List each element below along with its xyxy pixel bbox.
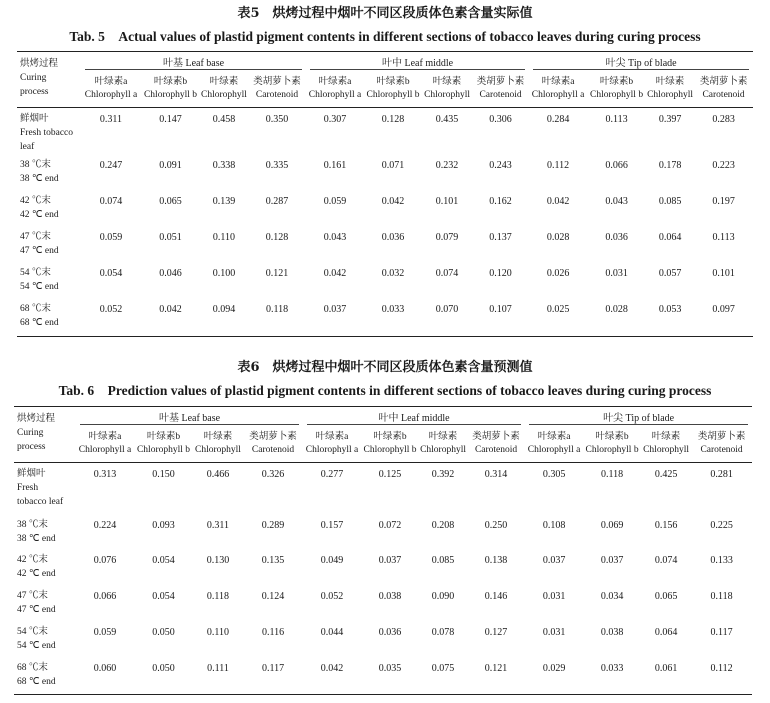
value-cell: 0.038 — [378, 590, 402, 602]
value-cell: 0.078 — [431, 626, 455, 638]
column-header-zh: 叶绿素 — [203, 432, 233, 443]
column-header-en: Chlorophyll — [420, 445, 466, 456]
value-cell: 0.053 — [658, 304, 682, 315]
value-cell: 0.076 — [93, 554, 117, 566]
process-cell — [17, 226, 81, 262]
column-header — [646, 72, 694, 108]
value-cell: 0.121 — [484, 662, 508, 674]
process-label: Fresh tobacco — [20, 128, 74, 138]
value-cell: 0.128 — [381, 114, 405, 125]
value-cell: 0.130 — [206, 554, 230, 566]
value-cell: 0.037 — [378, 554, 402, 566]
column-header-zh: 叶绿素a — [541, 77, 575, 88]
table-row — [17, 154, 753, 190]
value-cell: 0.306 — [489, 114, 512, 125]
value-cell: 0.028 — [546, 232, 570, 243]
process-label: Fresh — [17, 483, 39, 493]
column-header-en: Chlorophyll — [195, 445, 241, 456]
group-leaf-middle: 叶中 Leaf middle — [310, 54, 525, 70]
value-cell: 0.050 — [152, 662, 175, 674]
table6-subheader-row — [14, 427, 752, 463]
column-header — [419, 427, 467, 463]
value-cell: 0.066 — [605, 160, 628, 171]
column-header-zh: 叶绿素b — [153, 77, 188, 88]
process-label: 68 ℃ end — [20, 318, 59, 328]
column-header-zh: 叶绿素b — [146, 432, 181, 443]
value-cell: 0.335 — [265, 160, 289, 171]
column-header-en: Chlorophyll b — [143, 90, 198, 101]
process-label: 68 ℃末 — [17, 662, 48, 673]
value-cell: 0.392 — [431, 469, 455, 480]
process-label: 47 ℃末 — [20, 232, 51, 242]
column-header-zh: 叶绿素a — [315, 432, 349, 443]
value-cell: 0.128 — [265, 232, 289, 243]
value-cell: 0.036 — [381, 232, 405, 243]
column-header-en: Carotenoid — [251, 445, 295, 456]
value-cell: 0.079 — [435, 232, 459, 243]
process-label: 38 ℃ end — [17, 533, 56, 544]
value-cell: 0.133 — [710, 554, 733, 566]
column-header-en: Chlorophyll a — [84, 90, 138, 101]
value-cell: 0.157 — [320, 519, 344, 531]
value-cell: 0.037 — [323, 304, 347, 315]
value-cell: 0.458 — [212, 114, 236, 125]
value-cell: 0.072 — [378, 519, 402, 531]
value-cell: 0.466 — [206, 469, 230, 480]
process-label: 47 ℃ end — [17, 604, 56, 615]
process-header-zh: 烘烤过程 — [20, 59, 59, 69]
value-cell: 0.042 — [320, 662, 344, 674]
column-header-zh: 类胡萝卜素 — [699, 77, 748, 88]
group-tip-of-blade: 叶尖 Tip of blade — [529, 409, 748, 425]
value-cell: 0.069 — [600, 519, 624, 531]
column-header — [306, 72, 364, 108]
value-cell: 0.065 — [654, 590, 678, 602]
table5-subheader-row — [17, 72, 753, 108]
value-cell: 0.108 — [542, 519, 566, 531]
value-cell: 0.074 — [435, 268, 459, 279]
value-cell: 0.125 — [378, 469, 402, 480]
column-header-zh: 叶绿素 — [428, 432, 458, 443]
column-header-en: Carotenoid — [474, 445, 518, 456]
column-header — [472, 72, 529, 108]
process-label: 68 ℃ end — [17, 676, 56, 687]
value-cell: 0.287 — [265, 196, 289, 207]
value-cell: 0.054 — [99, 268, 123, 279]
value-cell: 0.100 — [212, 268, 236, 279]
process-cell — [14, 514, 76, 549]
process-label: 54 ℃末 — [17, 626, 48, 637]
column-header-zh: 类胡萝卜素 — [249, 432, 297, 443]
value-cell: 0.289 — [261, 519, 285, 531]
value-cell: 0.042 — [159, 304, 182, 315]
value-cell: 0.085 — [431, 554, 455, 566]
column-header-en: Chlorophyll a — [531, 90, 585, 101]
value-cell: 0.243 — [489, 160, 512, 171]
process-label: 38 ℃ end — [20, 174, 59, 184]
value-cell: 0.029 — [542, 662, 566, 674]
process-cell — [14, 549, 76, 585]
value-cell: 0.033 — [381, 304, 405, 315]
value-cell: 0.075 — [431, 662, 455, 674]
value-cell: 0.031 — [542, 626, 566, 638]
value-cell: 0.101 — [712, 268, 735, 279]
column-header-en: Carotenoid — [700, 445, 743, 456]
column-header-en: Chlorophyll b — [363, 445, 417, 456]
value-cell: 0.074 — [654, 554, 678, 566]
process-label: 54 ℃末 — [20, 268, 51, 278]
value-cell: 0.311 — [206, 519, 230, 531]
table5-caption-zh: 表5 烘烤过程中烟叶不同区段质体色素含量实际值 — [237, 6, 533, 21]
value-cell: 0.225 — [710, 519, 733, 531]
table-row — [14, 549, 752, 585]
value-cell: 0.124 — [261, 590, 285, 602]
value-cell: 0.034 — [600, 590, 624, 602]
column-header-en: Chlorophyll b — [136, 445, 191, 456]
process-cell — [17, 298, 81, 336]
value-cell: 0.305 — [542, 469, 566, 480]
column-header-en: Chlorophyll a — [308, 90, 362, 101]
value-cell: 0.281 — [710, 469, 733, 480]
value-cell: 0.112 — [546, 160, 570, 171]
table-row — [17, 226, 753, 262]
group-leaf-base: 叶基 Leaf base — [80, 409, 299, 425]
process-label: 38 ℃末 — [20, 160, 51, 170]
value-cell: 0.110 — [206, 626, 230, 638]
value-cell: 0.025 — [546, 304, 570, 315]
value-cell: 0.135 — [261, 554, 285, 566]
value-cell: 0.043 — [323, 232, 347, 243]
value-cell: 0.037 — [600, 554, 624, 566]
column-header-zh: 叶绿素a — [94, 77, 128, 88]
process-header-zh: 烘烤过程 — [17, 414, 56, 424]
value-cell: 0.120 — [489, 268, 512, 279]
process-header-en2: process — [17, 442, 46, 452]
column-header-en: Chlorophyll — [643, 445, 690, 456]
column-header — [641, 427, 691, 463]
value-cell: 0.071 — [381, 160, 405, 171]
value-cell: 0.283 — [712, 114, 735, 125]
column-header — [529, 72, 587, 108]
value-cell: 0.059 — [99, 232, 123, 243]
value-cell: 0.350 — [265, 114, 289, 125]
value-cell: 0.146 — [484, 590, 508, 602]
column-header-zh: 叶绿素a — [537, 432, 571, 443]
value-cell: 0.111 — [207, 662, 229, 674]
value-cell: 0.314 — [484, 469, 508, 480]
value-cell: 0.101 — [435, 196, 459, 207]
value-cell: 0.049 — [320, 554, 344, 566]
value-cell: 0.037 — [542, 554, 566, 566]
value-cell: 0.031 — [542, 590, 566, 602]
value-cell: 0.147 — [159, 114, 182, 125]
column-header-zh: 叶绿素a — [318, 77, 352, 88]
value-cell: 0.397 — [658, 114, 682, 125]
value-cell: 0.064 — [658, 232, 682, 243]
column-header — [141, 72, 200, 108]
column-header — [81, 72, 141, 108]
process-label: 42 ℃末 — [17, 554, 48, 565]
process-label: 54 ℃ end — [20, 282, 59, 292]
table-row — [17, 262, 753, 298]
column-header — [694, 72, 753, 108]
value-cell: 0.044 — [320, 626, 344, 638]
value-cell: 0.138 — [484, 554, 508, 566]
column-header-en: Chlorophyll — [647, 90, 694, 101]
column-header-en: Chlorophyll b — [585, 445, 639, 456]
column-header — [467, 427, 525, 463]
column-header-zh: 叶绿素a — [88, 432, 122, 443]
column-header-en: Chlorophyll a — [305, 445, 359, 456]
value-cell: 0.091 — [159, 160, 182, 171]
value-cell: 0.162 — [489, 196, 512, 207]
value-cell: 0.118 — [265, 304, 289, 315]
table-row — [14, 463, 752, 514]
value-cell: 0.033 — [600, 662, 624, 674]
column-header — [303, 427, 361, 463]
value-cell: 0.284 — [546, 114, 570, 125]
column-header — [691, 427, 752, 463]
column-header-zh: 叶绿素b — [599, 77, 634, 88]
value-cell: 0.150 — [152, 469, 175, 480]
column-header — [422, 72, 472, 108]
column-header-zh: 类胡萝卜素 — [476, 77, 525, 88]
value-cell: 0.107 — [489, 304, 512, 315]
value-cell: 0.118 — [206, 590, 230, 602]
column-header-zh: 类胡萝卜素 — [472, 432, 520, 443]
value-cell: 0.038 — [600, 626, 624, 638]
column-header — [364, 72, 422, 108]
value-cell: 0.118 — [710, 590, 733, 602]
column-header-en: Chlorophyll — [424, 90, 470, 101]
value-cell: 0.026 — [546, 268, 570, 279]
process-cell — [17, 108, 81, 155]
process-label: 68 ℃末 — [20, 304, 51, 314]
value-cell: 0.247 — [99, 160, 123, 171]
column-header-zh: 叶绿素b — [595, 432, 629, 443]
column-header-en: Carotenoid — [702, 90, 745, 101]
value-cell: 0.059 — [323, 196, 347, 207]
value-cell: 0.061 — [654, 662, 678, 674]
value-cell: 0.052 — [320, 590, 344, 602]
process-header-en1: Curing — [20, 73, 47, 83]
process-label: 鲜烟叶 — [20, 114, 49, 124]
table-row — [14, 657, 752, 695]
value-cell: 0.036 — [378, 626, 402, 638]
column-header — [248, 72, 306, 108]
value-cell: 0.232 — [435, 160, 459, 171]
column-header-en: Carotenoid — [255, 90, 299, 101]
column-header — [193, 427, 243, 463]
value-cell: 0.338 — [212, 160, 236, 171]
process-cell — [17, 154, 81, 190]
value-cell: 0.112 — [710, 662, 733, 674]
value-cell: 0.054 — [152, 590, 175, 602]
value-cell: 0.311 — [99, 114, 123, 125]
column-header-zh: 叶绿素b — [376, 77, 410, 88]
value-cell: 0.224 — [93, 519, 117, 531]
value-cell: 0.137 — [489, 232, 512, 243]
group-tip-of-blade: 叶尖 Tip of blade — [533, 54, 749, 70]
column-header-en: Chlorophyll a — [78, 445, 132, 456]
column-header-en: Chlorophyll b — [590, 90, 644, 101]
process-cell — [17, 262, 81, 298]
value-cell: 0.051 — [159, 232, 182, 243]
value-cell: 0.046 — [159, 268, 182, 279]
column-header — [583, 427, 641, 463]
table-row — [14, 621, 752, 657]
value-cell: 0.435 — [435, 114, 459, 125]
value-cell: 0.043 — [605, 196, 628, 207]
table6-caption-zh: 表6 烘烤过程中烟叶不同区段质体色素含量预测值 — [237, 360, 533, 375]
value-cell: 0.161 — [323, 160, 347, 171]
process-label: 47 ℃末 — [17, 590, 48, 601]
value-cell: 0.035 — [378, 662, 402, 674]
value-cell: 0.117 — [710, 626, 733, 638]
process-label: 38 ℃末 — [17, 519, 48, 530]
value-cell: 0.028 — [605, 304, 628, 315]
value-cell: 0.113 — [712, 232, 735, 243]
value-cell: 0.070 — [435, 304, 459, 315]
column-header-zh: 叶绿素b — [373, 432, 407, 443]
value-cell: 0.090 — [431, 590, 455, 602]
process-cell — [14, 585, 76, 621]
value-cell: 0.032 — [381, 268, 405, 279]
value-cell: 0.097 — [712, 304, 735, 315]
process-cell — [17, 190, 81, 226]
value-cell: 0.064 — [654, 626, 678, 638]
value-cell: 0.036 — [605, 232, 628, 243]
process-label: 鲜烟叶 — [17, 469, 46, 479]
column-header — [76, 427, 134, 463]
column-header — [587, 72, 646, 108]
column-header-zh: 叶绿素 — [655, 77, 685, 88]
value-cell: 0.031 — [605, 268, 628, 279]
value-cell: 0.093 — [152, 519, 175, 531]
column-header-en: Chlorophyll b — [366, 90, 420, 101]
process-cell — [14, 621, 76, 657]
value-cell: 0.094 — [212, 304, 236, 315]
value-cell: 0.042 — [323, 268, 347, 279]
value-cell: 0.156 — [654, 519, 678, 531]
value-cell: 0.208 — [431, 519, 455, 531]
value-cell: 0.065 — [159, 196, 182, 207]
value-cell: 0.085 — [658, 196, 682, 207]
value-cell: 0.042 — [381, 196, 405, 207]
column-header-zh: 类胡萝卜素 — [253, 77, 301, 88]
process-label: leaf — [20, 142, 35, 152]
column-header-zh: 叶绿素 — [432, 77, 462, 88]
process-label: tobacco leaf — [17, 497, 64, 507]
column-header-zh: 叶绿素 — [209, 77, 239, 88]
value-cell: 0.054 — [152, 554, 175, 566]
value-cell: 0.066 — [93, 590, 117, 602]
column-header-en: Carotenoid — [479, 90, 522, 101]
process-label: 54 ℃ end — [17, 640, 56, 651]
column-header — [200, 72, 248, 108]
value-cell: 0.178 — [658, 160, 682, 171]
column-header-zh: 类胡萝卜素 — [697, 432, 746, 443]
table-row — [17, 108, 753, 155]
table6 — [14, 406, 752, 695]
value-cell: 0.074 — [99, 196, 123, 207]
group-leaf-middle: 叶中 Leaf middle — [307, 409, 521, 425]
value-cell: 0.139 — [212, 196, 236, 207]
column-header — [361, 427, 419, 463]
process-label: 47 ℃ end — [20, 246, 59, 256]
table6-caption-en: Tab. 6 Prediction values of plastid pigment contents in different sections of tobacco leaves during curing process — [58, 383, 712, 398]
value-cell: 0.110 — [212, 232, 236, 243]
process-header-en2: process — [20, 87, 49, 97]
value-cell: 0.118 — [600, 469, 624, 480]
column-header-en: Chlorophyll a — [527, 445, 581, 456]
table6-process-header — [14, 407, 76, 463]
table5-process-header — [17, 52, 81, 108]
column-header-en: Chlorophyll — [201, 90, 247, 101]
process-label: 42 ℃ end — [17, 568, 56, 579]
value-cell: 0.326 — [261, 469, 285, 480]
value-cell: 0.307 — [323, 114, 347, 125]
value-cell: 0.057 — [658, 268, 682, 279]
value-cell: 0.050 — [152, 626, 175, 638]
column-header-zh: 叶绿素 — [651, 432, 681, 443]
group-leaf-base: 叶基 Leaf base — [85, 54, 302, 70]
process-cell — [14, 657, 76, 695]
column-header — [134, 427, 193, 463]
table-row — [14, 585, 752, 621]
value-cell: 0.313 — [93, 469, 117, 480]
value-cell: 0.127 — [484, 626, 508, 638]
value-cell: 0.113 — [605, 114, 628, 125]
value-cell: 0.042 — [546, 196, 570, 207]
value-cell: 0.277 — [320, 469, 344, 480]
value-cell: 0.223 — [712, 160, 735, 171]
value-cell: 0.117 — [261, 662, 285, 674]
process-label: 42 ℃ end — [20, 210, 59, 220]
table-row — [17, 298, 753, 336]
process-header-en1: Curing — [17, 428, 44, 438]
table5-caption-en: Tab. 5 Actual values of plastid pigment contents in different sections of tobacco leaves during curing process — [69, 29, 701, 44]
process-label: 42 ℃末 — [20, 196, 51, 206]
table-row — [17, 190, 753, 226]
table5 — [17, 51, 753, 337]
value-cell: 0.121 — [265, 268, 289, 279]
value-cell: 0.052 — [99, 304, 123, 315]
value-cell: 0.060 — [93, 662, 117, 674]
value-cell: 0.425 — [654, 469, 678, 480]
value-cell: 0.116 — [261, 626, 285, 638]
value-cell: 0.197 — [712, 196, 735, 207]
table6-caption — [0, 360, 770, 399]
column-header — [243, 427, 303, 463]
table-row — [14, 514, 752, 549]
value-cell: 0.059 — [93, 626, 117, 638]
process-cell — [14, 463, 76, 514]
column-header — [525, 427, 583, 463]
value-cell: 0.250 — [484, 519, 508, 531]
table5-caption — [0, 6, 770, 45]
